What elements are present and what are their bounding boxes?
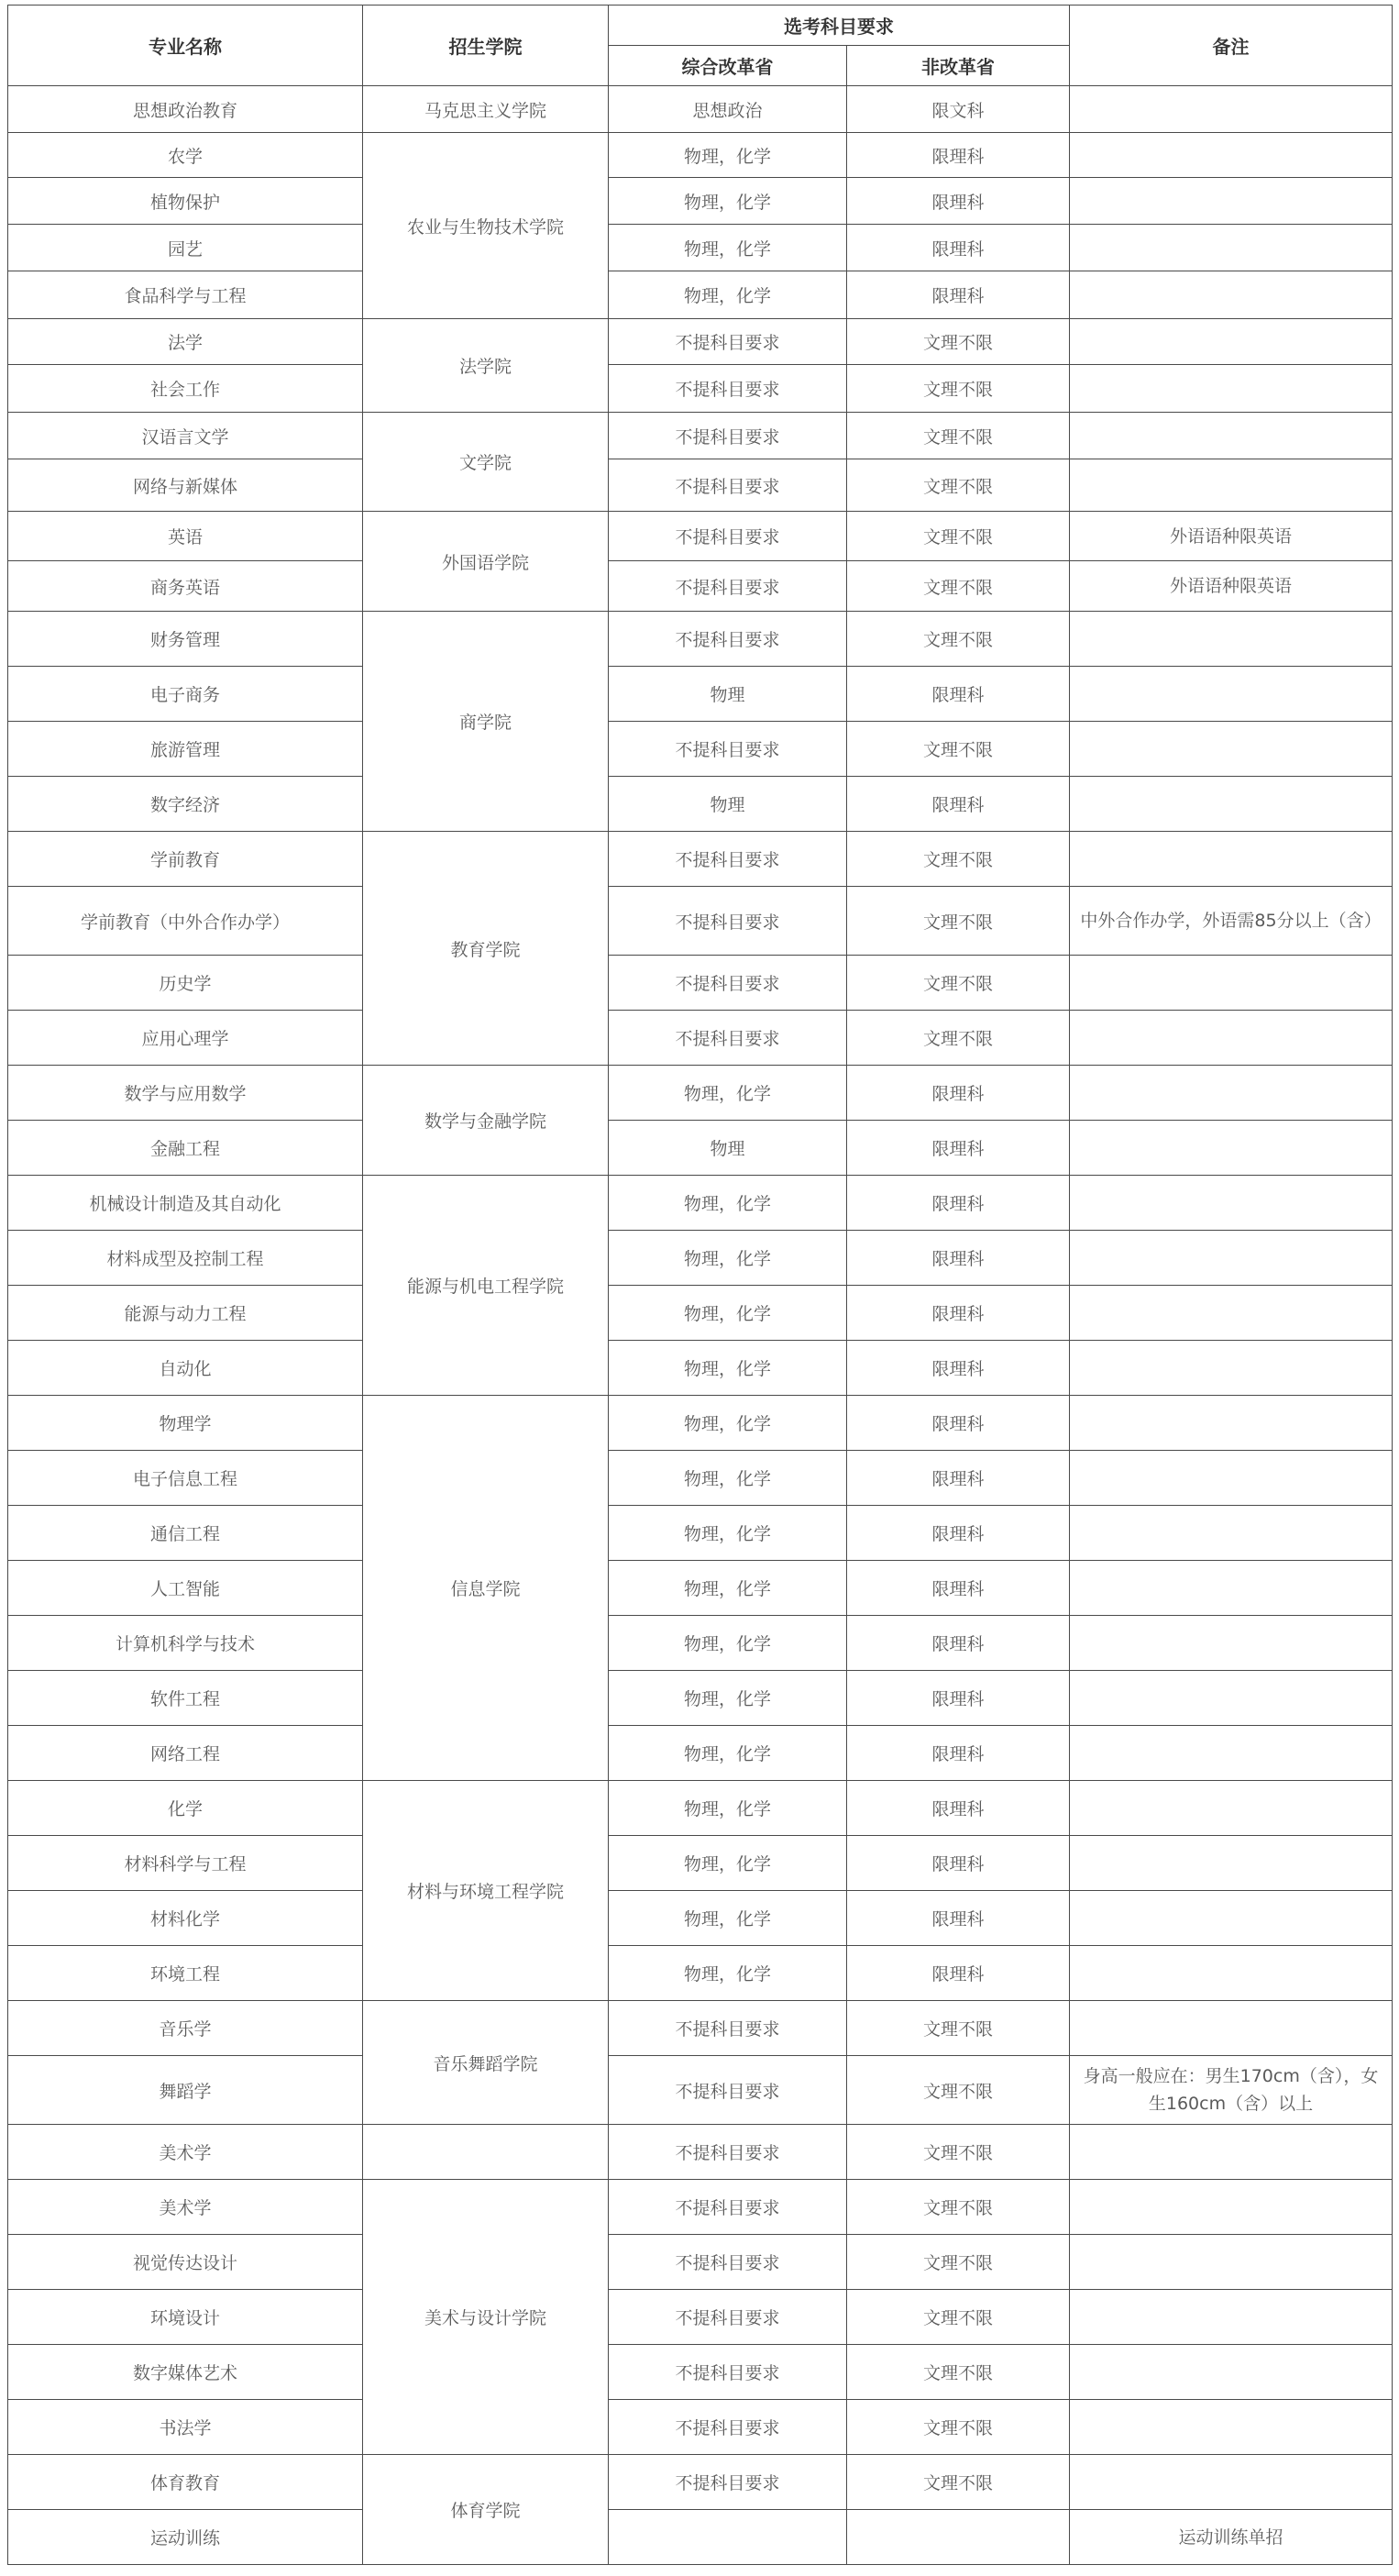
college-cell: 马克思主义学院 bbox=[363, 86, 609, 133]
college-cell: 外国语学院 bbox=[363, 512, 609, 612]
header-college: 招生学院 bbox=[363, 6, 609, 86]
reform-requirement-cell bbox=[609, 2510, 847, 2565]
reform-requirement-cell: 物理，化学 bbox=[609, 1616, 847, 1671]
reform-requirement-cell: 物理 bbox=[609, 1121, 847, 1176]
table-row bbox=[8, 1176, 1393, 1231]
major-cell: 软件工程 bbox=[8, 1671, 363, 1726]
table-row bbox=[8, 133, 1393, 178]
nonreform-requirement-cell: 文理不限 bbox=[847, 2001, 1070, 2056]
major-cell: 运动训练 bbox=[8, 2510, 363, 2565]
reform-requirement-cell: 物理，化学 bbox=[609, 1726, 847, 1781]
college-cell: 商学院 bbox=[363, 612, 609, 832]
nonreform-requirement-cell: 文理不限 bbox=[847, 2125, 1070, 2180]
reform-requirement-cell: 物理，化学 bbox=[609, 1066, 847, 1121]
reform-requirement-cell: 不提科目要求 bbox=[609, 722, 847, 777]
table-row bbox=[8, 1396, 1393, 1451]
note-cell bbox=[1070, 2001, 1393, 2056]
table-row bbox=[8, 1726, 1393, 1781]
nonreform-requirement-cell: 限理科 bbox=[847, 667, 1070, 722]
table-row bbox=[8, 1066, 1393, 1121]
header-nonreform-province: 非改革省 bbox=[847, 46, 1070, 86]
nonreform-requirement-cell: 限理科 bbox=[847, 1781, 1070, 1836]
reform-requirement-cell: 不提科目要求 bbox=[609, 413, 847, 459]
major-cell: 美术学 bbox=[8, 2125, 363, 2180]
note-cell bbox=[1070, 2235, 1393, 2290]
table-row bbox=[8, 1286, 1393, 1341]
table-row bbox=[8, 2235, 1393, 2290]
nonreform-requirement-cell: 文理不限 bbox=[847, 887, 1070, 956]
note-cell bbox=[1070, 86, 1393, 133]
table-row bbox=[8, 1121, 1393, 1176]
major-cell: 环境工程 bbox=[8, 1946, 363, 2001]
note-cell bbox=[1070, 1451, 1393, 1506]
reform-requirement-cell: 物理，化学 bbox=[609, 178, 847, 225]
major-cell: 英语 bbox=[8, 512, 363, 561]
reform-requirement-cell: 物理，化学 bbox=[609, 1891, 847, 1946]
college-cell: 教育学院 bbox=[363, 832, 609, 1066]
nonreform-requirement-cell: 文理不限 bbox=[847, 722, 1070, 777]
nonreform-requirement-cell: 限理科 bbox=[847, 133, 1070, 178]
note-cell bbox=[1070, 1561, 1393, 1616]
nonreform-requirement-cell: 文理不限 bbox=[847, 956, 1070, 1011]
major-cell: 农学 bbox=[8, 133, 363, 178]
note-cell bbox=[1070, 319, 1393, 365]
reform-requirement-cell: 不提科目要求 bbox=[609, 319, 847, 365]
note-cell bbox=[1070, 225, 1393, 271]
major-cell: 旅游管理 bbox=[8, 722, 363, 777]
table-row bbox=[8, 512, 1393, 561]
reform-requirement-cell: 不提科目要求 bbox=[609, 2290, 847, 2345]
major-cell: 计算机科学与技术 bbox=[8, 1616, 363, 1671]
nonreform-requirement-cell: 限理科 bbox=[847, 225, 1070, 271]
note-cell bbox=[1070, 1946, 1393, 2001]
major-cell: 食品科学与工程 bbox=[8, 271, 363, 319]
college-cell bbox=[363, 2125, 609, 2180]
reform-requirement-cell: 物理，化学 bbox=[609, 1781, 847, 1836]
reform-requirement-cell: 物理，化学 bbox=[609, 225, 847, 271]
nonreform-requirement-cell: 限理科 bbox=[847, 1726, 1070, 1781]
table-row bbox=[8, 1231, 1393, 1286]
nonreform-requirement-cell: 限理科 bbox=[847, 1396, 1070, 1451]
nonreform-requirement-cell: 限理科 bbox=[847, 1616, 1070, 1671]
nonreform-requirement-cell: 文理不限 bbox=[847, 2290, 1070, 2345]
nonreform-requirement-cell: 限理科 bbox=[847, 1561, 1070, 1616]
note-cell bbox=[1070, 1506, 1393, 1561]
major-cell: 人工智能 bbox=[8, 1561, 363, 1616]
major-cell: 音乐学 bbox=[8, 2001, 363, 2056]
major-cell: 法学 bbox=[8, 319, 363, 365]
nonreform-requirement-cell: 文理不限 bbox=[847, 365, 1070, 413]
header-note: 备注 bbox=[1070, 6, 1393, 86]
note-cell bbox=[1070, 1396, 1393, 1451]
nonreform-requirement-cell: 文理不限 bbox=[847, 832, 1070, 887]
major-cell: 财务管理 bbox=[8, 612, 363, 667]
major-cell: 数字媒体艺术 bbox=[8, 2345, 363, 2400]
nonreform-requirement-cell bbox=[847, 2510, 1070, 2565]
table-row bbox=[8, 365, 1393, 413]
table-row bbox=[8, 777, 1393, 832]
major-cell: 材料化学 bbox=[8, 1891, 363, 1946]
table-row bbox=[8, 319, 1393, 365]
table-row bbox=[8, 1451, 1393, 1506]
reform-requirement-cell: 不提科目要求 bbox=[609, 832, 847, 887]
nonreform-requirement-cell: 限理科 bbox=[847, 178, 1070, 225]
major-cell: 环境设计 bbox=[8, 2290, 363, 2345]
note-cell: 中外合作办学，外语需85分以上（含） bbox=[1070, 887, 1393, 956]
major-cell: 通信工程 bbox=[8, 1506, 363, 1561]
reform-requirement-cell: 物理 bbox=[609, 667, 847, 722]
note-cell bbox=[1070, 133, 1393, 178]
header-reform-province: 综合改革省 bbox=[609, 46, 847, 86]
note-cell bbox=[1070, 2125, 1393, 2180]
reform-requirement-cell: 不提科目要求 bbox=[609, 561, 847, 612]
header-major: 专业名称 bbox=[8, 6, 363, 86]
college-cell: 信息学院 bbox=[363, 1396, 609, 1781]
table-row bbox=[8, 887, 1393, 956]
table-row bbox=[8, 459, 1393, 512]
reform-requirement-cell: 物理，化学 bbox=[609, 1231, 847, 1286]
nonreform-requirement-cell: 文理不限 bbox=[847, 612, 1070, 667]
table-row bbox=[8, 1946, 1393, 2001]
note-cell bbox=[1070, 1011, 1393, 1066]
reform-requirement-cell: 不提科目要求 bbox=[609, 887, 847, 956]
table-row bbox=[8, 2125, 1393, 2180]
nonreform-requirement-cell: 文理不限 bbox=[847, 319, 1070, 365]
note-cell bbox=[1070, 1891, 1393, 1946]
table-row bbox=[8, 1781, 1393, 1836]
nonreform-requirement-cell: 限理科 bbox=[847, 1121, 1070, 1176]
nonreform-requirement-cell: 文理不限 bbox=[847, 561, 1070, 612]
note-cell bbox=[1070, 365, 1393, 413]
major-cell: 电子信息工程 bbox=[8, 1451, 363, 1506]
nonreform-requirement-cell: 限文科 bbox=[847, 86, 1070, 133]
major-cell: 网络与新媒体 bbox=[8, 459, 363, 512]
nonreform-requirement-cell: 文理不限 bbox=[847, 2235, 1070, 2290]
reform-requirement-cell: 物理，化学 bbox=[609, 1286, 847, 1341]
table-row bbox=[8, 2400, 1393, 2455]
major-cell: 数学与应用数学 bbox=[8, 1066, 363, 1121]
reform-requirement-cell: 不提科目要求 bbox=[609, 1011, 847, 1066]
note-cell bbox=[1070, 2180, 1393, 2235]
major-cell: 应用心理学 bbox=[8, 1011, 363, 1066]
college-cell: 材料与环境工程学院 bbox=[363, 1781, 609, 2001]
nonreform-requirement-cell: 限理科 bbox=[847, 1176, 1070, 1231]
table-row bbox=[8, 271, 1393, 319]
major-cell: 自动化 bbox=[8, 1341, 363, 1396]
table-row bbox=[8, 1616, 1393, 1671]
nonreform-requirement-cell: 文理不限 bbox=[847, 2056, 1070, 2125]
major-cell: 植物保护 bbox=[8, 178, 363, 225]
nonreform-requirement-cell: 限理科 bbox=[847, 1671, 1070, 1726]
nonreform-requirement-cell: 文理不限 bbox=[847, 1011, 1070, 1066]
reform-requirement-cell: 不提科目要求 bbox=[609, 2235, 847, 2290]
major-cell: 电子商务 bbox=[8, 667, 363, 722]
major-cell: 能源与动力工程 bbox=[8, 1286, 363, 1341]
table-row bbox=[8, 2056, 1393, 2125]
major-cell: 商务英语 bbox=[8, 561, 363, 612]
college-cell: 能源与机电工程学院 bbox=[363, 1176, 609, 1396]
table-row bbox=[8, 1011, 1393, 1066]
major-cell: 汉语言文学 bbox=[8, 413, 363, 459]
nonreform-requirement-cell: 限理科 bbox=[847, 1341, 1070, 1396]
note-cell bbox=[1070, 832, 1393, 887]
reform-requirement-cell: 思想政治 bbox=[609, 86, 847, 133]
reform-requirement-cell: 不提科目要求 bbox=[609, 2180, 847, 2235]
table-row bbox=[8, 2510, 1393, 2565]
major-cell: 数字经济 bbox=[8, 777, 363, 832]
reform-requirement-cell: 不提科目要求 bbox=[609, 2056, 847, 2125]
nonreform-requirement-cell: 文理不限 bbox=[847, 2455, 1070, 2510]
table-row bbox=[8, 2290, 1393, 2345]
major-cell: 思想政治教育 bbox=[8, 86, 363, 133]
table-row bbox=[8, 667, 1393, 722]
nonreform-requirement-cell: 文理不限 bbox=[847, 2345, 1070, 2400]
reform-requirement-cell: 物理，化学 bbox=[609, 1836, 847, 1891]
reform-requirement-cell: 不提科目要求 bbox=[609, 459, 847, 512]
major-cell: 材料科学与工程 bbox=[8, 1836, 363, 1891]
major-cell: 园艺 bbox=[8, 225, 363, 271]
table-row bbox=[8, 1891, 1393, 1946]
nonreform-requirement-cell: 限理科 bbox=[847, 271, 1070, 319]
table-row bbox=[8, 1341, 1393, 1396]
major-cell: 美术学 bbox=[8, 2180, 363, 2235]
college-cell: 文学院 bbox=[363, 413, 609, 512]
table-row bbox=[8, 413, 1393, 459]
college-cell: 农业与生物技术学院 bbox=[363, 133, 609, 319]
note-cell bbox=[1070, 1066, 1393, 1121]
major-cell: 社会工作 bbox=[8, 365, 363, 413]
college-cell: 数学与金融学院 bbox=[363, 1066, 609, 1176]
table-row bbox=[8, 178, 1393, 225]
reform-requirement-cell: 物理，化学 bbox=[609, 1341, 847, 1396]
note-cell bbox=[1070, 612, 1393, 667]
nonreform-requirement-cell: 文理不限 bbox=[847, 512, 1070, 561]
note-cell: 外语语种限英语 bbox=[1070, 512, 1393, 561]
major-cell: 书法学 bbox=[8, 2400, 363, 2455]
note-cell bbox=[1070, 2400, 1393, 2455]
major-cell: 学前教育（中外合作办学） bbox=[8, 887, 363, 956]
major-cell: 历史学 bbox=[8, 956, 363, 1011]
college-cell: 体育学院 bbox=[363, 2455, 609, 2565]
note-cell bbox=[1070, 722, 1393, 777]
reform-requirement-cell: 物理，化学 bbox=[609, 1506, 847, 1561]
reform-requirement-cell: 不提科目要求 bbox=[609, 956, 847, 1011]
note-cell bbox=[1070, 1286, 1393, 1341]
nonreform-requirement-cell: 限理科 bbox=[847, 1286, 1070, 1341]
reform-requirement-cell: 物理，化学 bbox=[609, 271, 847, 319]
reform-requirement-cell: 物理，化学 bbox=[609, 133, 847, 178]
major-cell: 学前教育 bbox=[8, 832, 363, 887]
nonreform-requirement-cell: 文理不限 bbox=[847, 2180, 1070, 2235]
reform-requirement-cell: 不提科目要求 bbox=[609, 612, 847, 667]
college-cell: 法学院 bbox=[363, 319, 609, 413]
note-cell bbox=[1070, 1726, 1393, 1781]
note-cell bbox=[1070, 2455, 1393, 2510]
table-row bbox=[8, 832, 1393, 887]
major-cell: 机械设计制造及其自动化 bbox=[8, 1176, 363, 1231]
college-cell: 音乐舞蹈学院 bbox=[363, 2001, 609, 2125]
note-cell bbox=[1070, 1836, 1393, 1891]
nonreform-requirement-cell: 限理科 bbox=[847, 1506, 1070, 1561]
college-cell: 美术与设计学院 bbox=[363, 2180, 609, 2455]
table-row bbox=[8, 722, 1393, 777]
table-row bbox=[8, 561, 1393, 612]
reform-requirement-cell: 不提科目要求 bbox=[609, 2125, 847, 2180]
nonreform-requirement-cell: 限理科 bbox=[847, 1836, 1070, 1891]
nonreform-requirement-cell: 限理科 bbox=[847, 1451, 1070, 1506]
table-row bbox=[8, 2455, 1393, 2510]
table-row bbox=[8, 612, 1393, 667]
reform-requirement-cell: 物理，化学 bbox=[609, 1946, 847, 2001]
nonreform-requirement-cell: 限理科 bbox=[847, 777, 1070, 832]
major-cell: 化学 bbox=[8, 1781, 363, 1836]
table-row bbox=[8, 2180, 1393, 2235]
table-row bbox=[8, 225, 1393, 271]
major-cell: 物理学 bbox=[8, 1396, 363, 1451]
major-cell: 舞蹈学 bbox=[8, 2056, 363, 2125]
note-cell bbox=[1070, 271, 1393, 319]
reform-requirement-cell: 物理，化学 bbox=[609, 1671, 847, 1726]
nonreform-requirement-cell: 文理不限 bbox=[847, 2400, 1070, 2455]
table-row bbox=[8, 1671, 1393, 1726]
reform-requirement-cell: 物理，化学 bbox=[609, 1451, 847, 1506]
note-cell bbox=[1070, 777, 1393, 832]
reform-requirement-cell: 不提科目要求 bbox=[609, 2455, 847, 2510]
table-row bbox=[8, 86, 1393, 133]
note-cell bbox=[1070, 1781, 1393, 1836]
note-cell: 运动训练单招 bbox=[1070, 2510, 1393, 2565]
table-row bbox=[8, 1506, 1393, 1561]
note-cell: 身高一般应在：男生170cm（含），女生160cm（含）以上 bbox=[1070, 2056, 1393, 2125]
reform-requirement-cell: 不提科目要求 bbox=[609, 2345, 847, 2400]
nonreform-requirement-cell: 限理科 bbox=[847, 1946, 1070, 2001]
note-cell bbox=[1070, 667, 1393, 722]
reform-requirement-cell: 不提科目要求 bbox=[609, 365, 847, 413]
nonreform-requirement-cell: 文理不限 bbox=[847, 459, 1070, 512]
table-row bbox=[8, 956, 1393, 1011]
nonreform-requirement-cell: 限理科 bbox=[847, 1891, 1070, 1946]
reform-requirement-cell: 物理 bbox=[609, 777, 847, 832]
admission-subject-table bbox=[7, 5, 1393, 2565]
note-cell bbox=[1070, 1671, 1393, 1726]
note-cell bbox=[1070, 1341, 1393, 1396]
reform-requirement-cell: 物理，化学 bbox=[609, 1176, 847, 1231]
major-cell: 体育教育 bbox=[8, 2455, 363, 2510]
reform-requirement-cell: 物理，化学 bbox=[609, 1561, 847, 1616]
reform-requirement-cell: 不提科目要求 bbox=[609, 512, 847, 561]
table-row bbox=[8, 1561, 1393, 1616]
note-cell bbox=[1070, 1176, 1393, 1231]
note-cell: 外语语种限英语 bbox=[1070, 561, 1393, 612]
note-cell bbox=[1070, 2290, 1393, 2345]
note-cell bbox=[1070, 1231, 1393, 1286]
major-cell: 材料成型及控制工程 bbox=[8, 1231, 363, 1286]
note-cell bbox=[1070, 178, 1393, 225]
major-cell: 视觉传达设计 bbox=[8, 2235, 363, 2290]
note-cell bbox=[1070, 1616, 1393, 1671]
reform-requirement-cell: 不提科目要求 bbox=[609, 2001, 847, 2056]
reform-requirement-cell: 不提科目要求 bbox=[609, 2400, 847, 2455]
nonreform-requirement-cell: 文理不限 bbox=[847, 413, 1070, 459]
note-cell bbox=[1070, 956, 1393, 1011]
note-cell bbox=[1070, 1121, 1393, 1176]
nonreform-requirement-cell: 限理科 bbox=[847, 1066, 1070, 1121]
table-row bbox=[8, 2001, 1393, 2056]
table-row bbox=[8, 2345, 1393, 2400]
nonreform-requirement-cell: 限理科 bbox=[847, 1231, 1070, 1286]
header-subject-requirement: 选考科目要求 bbox=[609, 6, 1070, 46]
note-cell bbox=[1070, 459, 1393, 512]
table-row bbox=[8, 1836, 1393, 1891]
note-cell bbox=[1070, 2345, 1393, 2400]
major-cell: 金融工程 bbox=[8, 1121, 363, 1176]
reform-requirement-cell: 物理，化学 bbox=[609, 1396, 847, 1451]
major-cell: 网络工程 bbox=[8, 1726, 363, 1781]
note-cell bbox=[1070, 413, 1393, 459]
